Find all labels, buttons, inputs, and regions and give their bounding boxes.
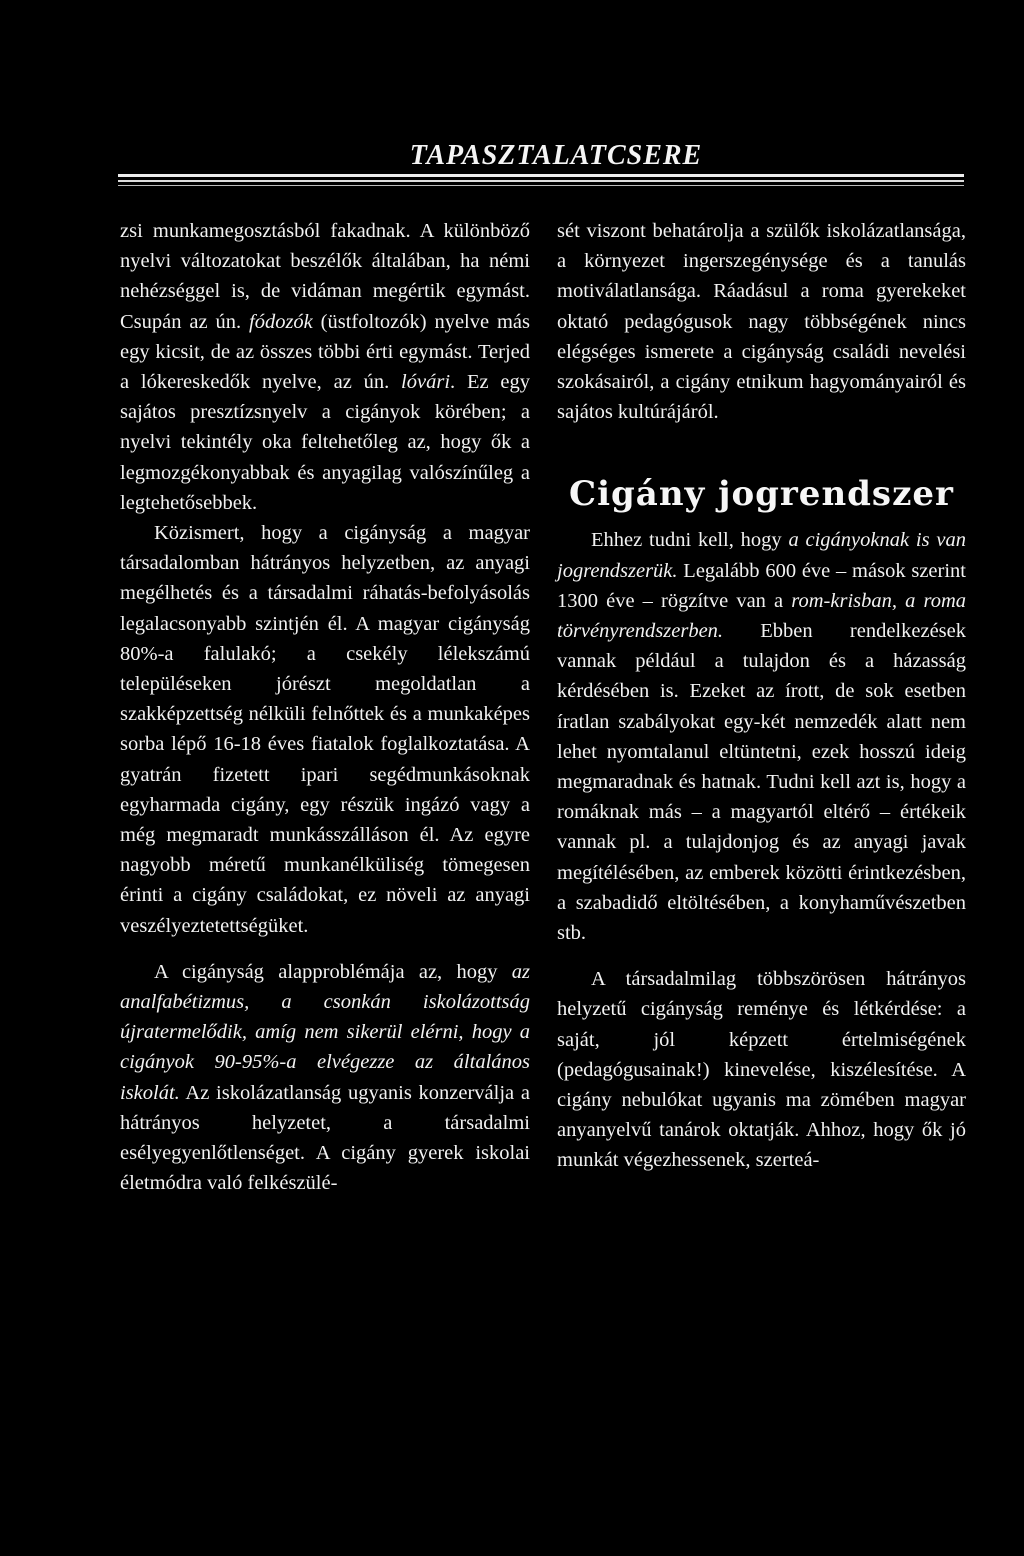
- header-rule: [118, 174, 964, 177]
- italic-emphasis: a cigányoknak is van jogrendszerük.: [557, 529, 966, 582]
- italic-term: lóvári: [401, 371, 451, 394]
- paragraph: A cigányság alapproblémája az, hogy az analfabétizmus, a csonkán iskolázottság újratermelődik, amíg nem sikerül elérni, hogy a cigányok 90-95%-a elvégezze az általános iskolát. Az iskolázatlanság ugyanis konzerválja a hátrányos helyzetet, a társadalmi esélyegyenlőtlenséget. A cigány gyerek iskolai életmódra való felkészülé-: [120, 960, 530, 1195]
- italic-emphasis: az analfabétizmus, a csonkán iskolázottság újratermelődik, amíg nem sikerül elérni, hogy a cigányok 90-95%-a elvégezze az általános iskolát.: [120, 960, 530, 1104]
- page-header: [118, 140, 964, 188]
- paragraph: zsi munkamegosztásból fakadnak. A különböző nyelvi változatokat beszélők általában, ha némi nehézséggel is, de vidáman megértik egymást. Csupán az ún. fódozók (üstfoltozók) nyelve más egy kicsit, de az összes többi érti egymást. Terjed a lókereskedők nyelve, az ún. lóvári. Ez egy sajátos presztízsnyelv a cigányok körében; a nyelvi tekintély oka feltehetőleg az, hogy ők a legmozgékonyabbak és anyagilag valószínűleg a legtehetősebbek.: [120, 220, 531, 514]
- header-rule: [118, 185, 964, 186]
- paragraph: A társadalmilag többszörösen hátrányos helyzetű cigányság reménye és létkérdése: a saját, jól képzett értelmiségének (pedagógusainak!) kinevelése, kiszélesítése. A cigány nebulókat ugyanis ma zömében magyar anyanyelvű tanárok oktatják. Ahhoz, hogy ők jó munkát végezhessenek, szerteá-: [557, 968, 966, 1172]
- subheading: Cigány jogrendszer: [569, 474, 954, 515]
- left-column: [120, 216, 530, 1199]
- italic-term: fódozók: [249, 310, 313, 333]
- section-title: TAPASZTALATCSERE: [409, 140, 703, 171]
- paragraph: sét viszont behatárolja a szülők iskolázatlansága, a környezet ingerszegénysége és a tanulás motiválatlansága. Ráadásul a roma gyerekeket oktató pedagógusok nagy többségének nincs elégséges ismerete a cigányság családi nevelési szokásairól, a cigány etnikum hagyományairól és sajátos kultúrájáról.: [557, 220, 966, 424]
- header-rule: [118, 180, 964, 182]
- italic-emphasis: rom-krisban, a roma törvényrendszerben.: [557, 589, 966, 643]
- paragraph: Közismert, hogy a cigányság a magyar társadalomban hátrányos helyzetben, az anyagi megélhetés és a társadalmi ráhatás-befolyásolás legalacsonyabb szintjén él. A magyar cigányság 80%-a falulakó; a csekély lélekszámú településeken jórészt megoldatlan a szakképzettség nélküli felnőttek és a munkaképes sorba lépő 16-18 éves fiatalok foglalkoztatása. A gyatrán fizetett ipari segédmunkásoknak egyharmada cigány, egy részük ingázó vagy a még megmaradt munkásszálláson él. Az egyre nagyobb méretű munkanélküliség tömegesen érinti a cigány családokat, ez növeli az anyagi veszélyeztetettségüket.: [120, 522, 530, 937]
- right-column: [557, 216, 966, 1176]
- paragraph: Ehhez tudni kell, hogy a cigányoknak is van jogrendszerük. Legalább 600 éve – mások szerint 1300 éve – rögzítve van a rom-krisban, a roma törvényrendszerben. Ebben rendelkezések vannak például a tulajdon és a házasság kérdésében is. Ezeket az írott, de sok esetben íratlan szabályokat egy-két nemzedék alatt nem lehet nyomtalanul eltüntetni, ezek hosszú ideig megmaradnak és hatnak. Tudni kell azt is, hogy a romáknak más – a magyartól eltérő – értékeik vannak pl. a tulajdonjog és az anyagi javak megítélésében, az emberek közötti érintkezésben, a szabadidő eltöltésében, a konyhaművészetben stb.: [557, 529, 966, 945]
